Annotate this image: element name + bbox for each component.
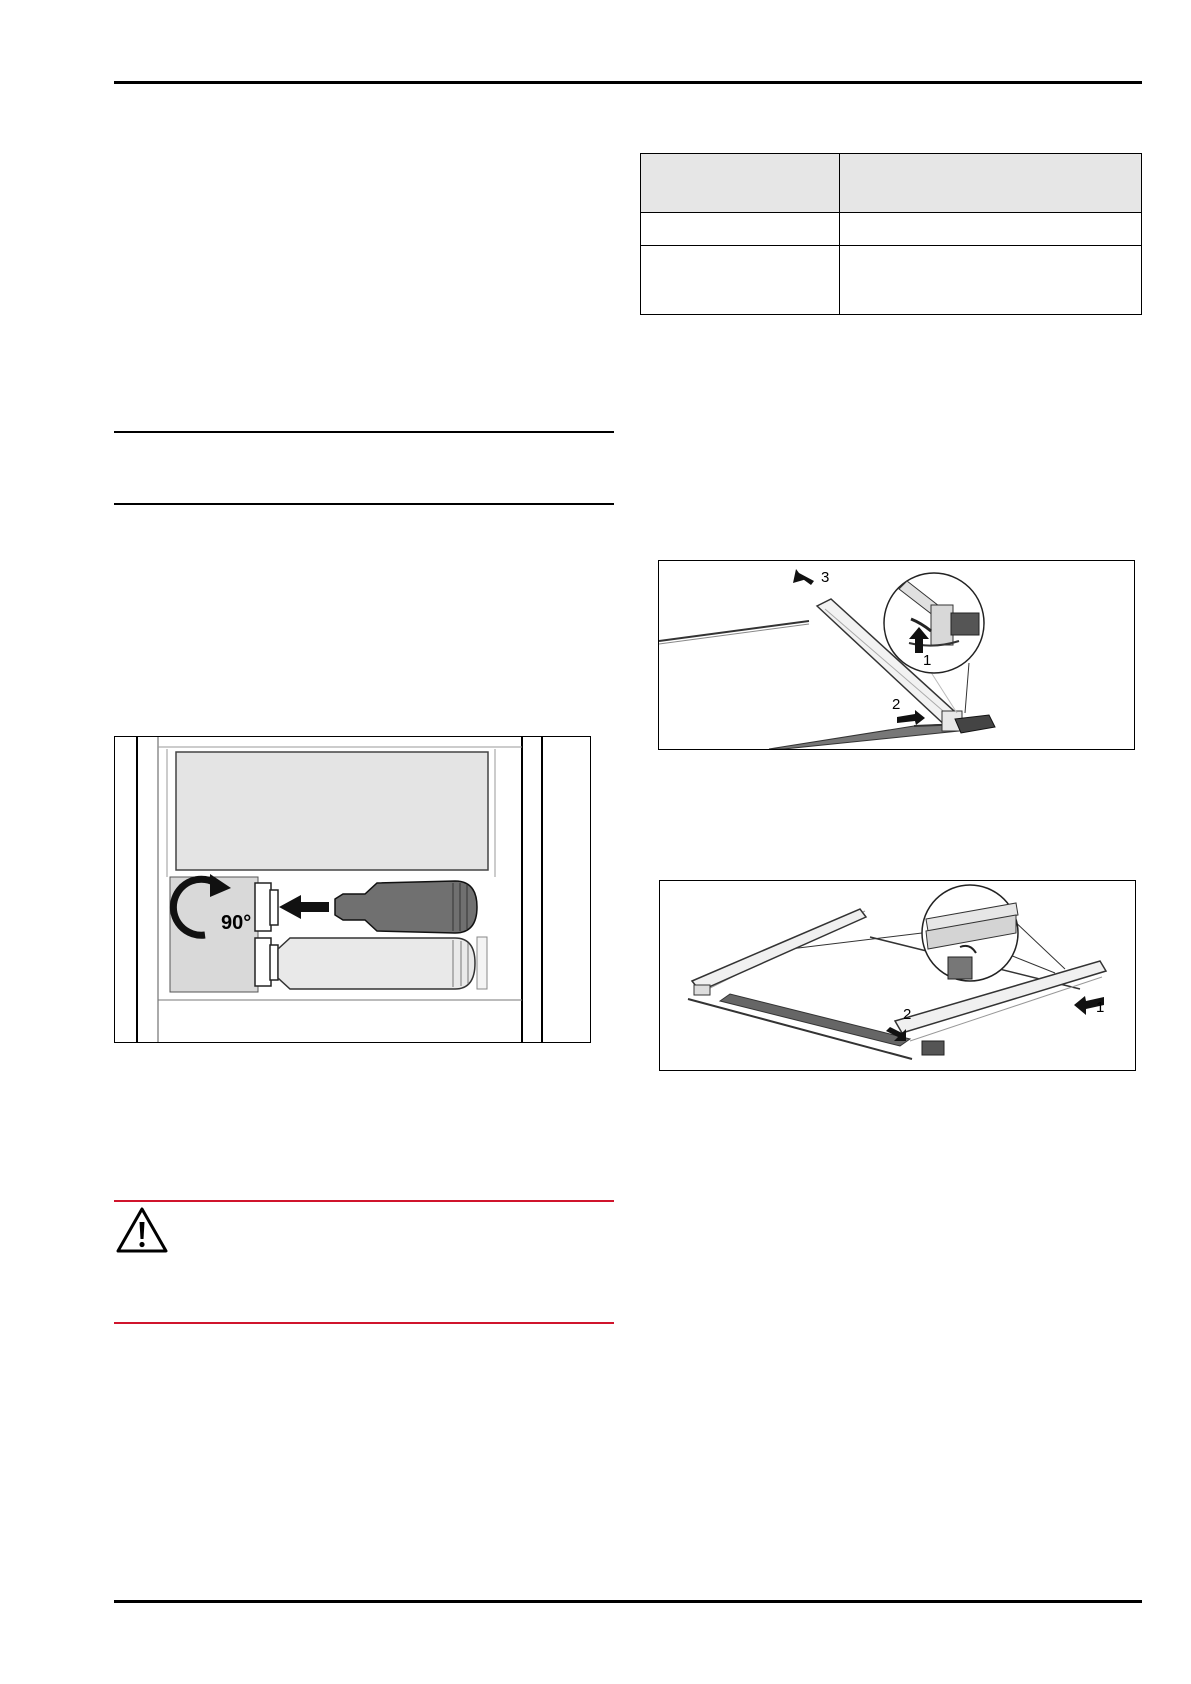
callout-3: 3 [821, 569, 830, 586]
shelf-install-figure [659, 880, 1136, 1071]
table-header-cell [641, 154, 840, 213]
table-header-row [641, 154, 1142, 213]
table-header-cell [840, 154, 1142, 213]
filter-figure [114, 736, 591, 1043]
shelf-removal-figure [658, 560, 1135, 750]
warning-rule-bottom [114, 1322, 614, 1324]
section-rule-bottom [114, 503, 614, 505]
table-cell [641, 213, 840, 246]
callout-1: 1 [923, 652, 932, 669]
callout-2: 2 [892, 696, 901, 713]
header-rule [114, 81, 1142, 84]
footer-rule [114, 1600, 1142, 1603]
table-cell [840, 246, 1142, 315]
section-rule-top [114, 431, 614, 433]
table-cell [840, 213, 1142, 246]
warning-rule-top [114, 1200, 614, 1202]
table-row [641, 246, 1142, 315]
spec-table [640, 153, 1142, 315]
table-cell [641, 246, 840, 315]
callout-1: 1 [1096, 999, 1105, 1016]
rotation-label: 90° [221, 912, 252, 934]
warning-triangle-icon [114, 1205, 170, 1255]
table-row [641, 213, 1142, 246]
callout-2: 2 [903, 1006, 912, 1023]
